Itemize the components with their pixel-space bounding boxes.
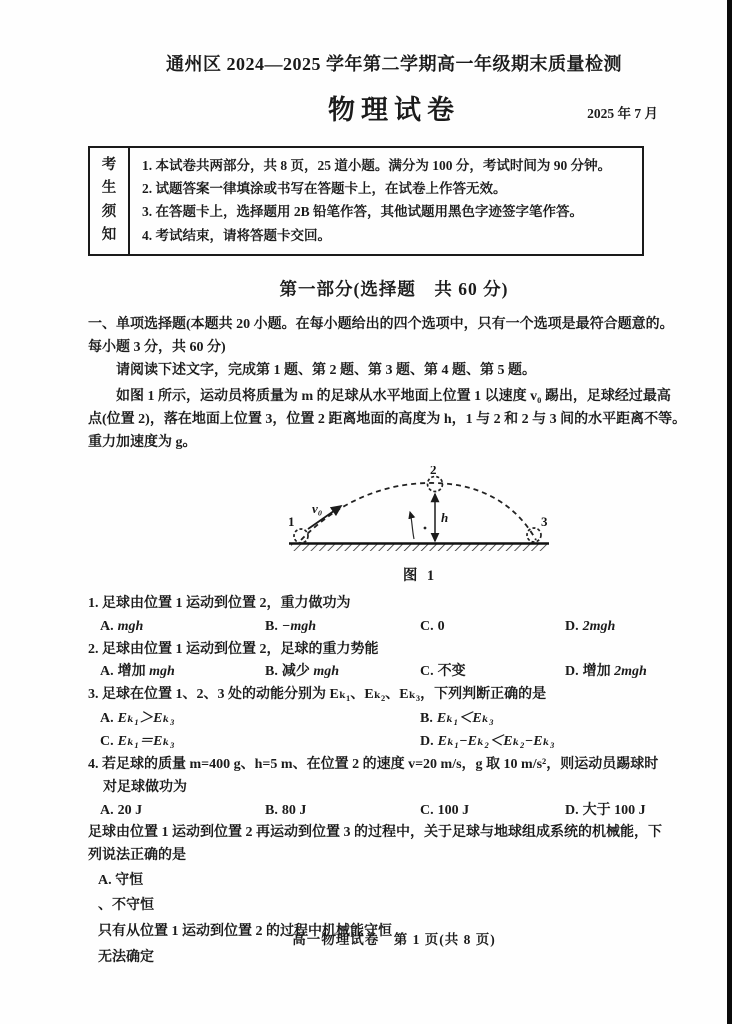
notice-item: 2. 试题答案一律填涂或书写在答题卡上，在试卷上作答无效。 bbox=[142, 181, 507, 197]
ground-hatching bbox=[291, 544, 547, 551]
option-a: A. mgh bbox=[100, 618, 144, 634]
option-b: B. 80 J bbox=[265, 802, 307, 818]
question-5 bbox=[88, 822, 700, 971]
option-c: 只有从位置 1 运动到位置 2 的过程中机械能守恒 bbox=[98, 924, 392, 940]
passage-line2: 点(位置 2)，落在地面上位置 3，位置 2 距离地面的高度为 h，1 与 2 和 2 与 3 间的水平距离不等。 bbox=[88, 411, 687, 427]
passage bbox=[88, 385, 700, 455]
option-b: 、不守恒 bbox=[98, 898, 154, 914]
notice-item: 4. 考试结束，请将答题卡交回。 bbox=[142, 227, 331, 243]
part1-heading: 第一部分(选择题 共 60 分) bbox=[279, 278, 509, 299]
figure-1-trajectory-diagram bbox=[285, 466, 555, 558]
figure-1-caption: 图 1 bbox=[402, 568, 438, 585]
question-5-options bbox=[88, 868, 700, 972]
ink-dot bbox=[424, 527, 427, 530]
ball-position-1 bbox=[294, 529, 308, 543]
question-2-options bbox=[88, 661, 700, 684]
question-3 bbox=[88, 684, 700, 754]
figure-label-position-1: 1 bbox=[288, 514, 295, 530]
option-b: B. 减少 mgh bbox=[265, 664, 340, 680]
option-c: C. Eₖ₁＝Eₖ₃ bbox=[100, 734, 175, 750]
scan-edge-strip bbox=[727, 0, 732, 1024]
notice-item: 1. 本试卷共两部分，共 8 页，25 道小题。满分为 100 分，考试时间为 90 分钟。 bbox=[142, 158, 612, 173]
figure-label-h: h bbox=[441, 510, 449, 526]
page-header bbox=[88, 0, 700, 126]
ball-position-3 bbox=[527, 528, 541, 542]
questions-section bbox=[88, 593, 700, 971]
question-4-stem-line2: 对足球做功为 bbox=[103, 779, 187, 795]
option-c: C. 不变 bbox=[420, 664, 466, 680]
figure-1 bbox=[285, 466, 555, 585]
exam-date: 2025 年 7 月 bbox=[587, 106, 658, 121]
trajectory-dashed-path bbox=[301, 483, 536, 540]
option-b: B. −mgh bbox=[265, 618, 317, 634]
option-c: C. 0 bbox=[420, 618, 445, 634]
question-4-stem-line1: 4. 若足球的质量 m=400 g、h=5 m、在位置 2 的速度 v=20 m/s，g 取 10 m/s²，则运动员踢球时 bbox=[88, 757, 659, 773]
option-d: 无法确定 bbox=[98, 950, 154, 966]
option-a: A. Eₖ₁＞Eₖ₃ bbox=[100, 710, 175, 726]
passage-line3: 重力加速度为 g。 bbox=[88, 435, 197, 451]
question-4 bbox=[88, 754, 700, 822]
option-b: B. Eₖ₁＜Eₖ₃ bbox=[420, 710, 494, 726]
read-instruction: 请阅读下述文字，完成第 1 题、第 2 题、第 3 题、第 4 题、第 5 题。 bbox=[116, 363, 536, 379]
subject-title: 物理试卷 bbox=[328, 95, 460, 125]
figure-label-position-2: 2 bbox=[430, 466, 437, 478]
notice-label-cell bbox=[90, 148, 130, 254]
notice-item: 3. 在答题卡上，选择题用 2B 铅笔作答，其他试题用黑色字迹签字笔作答。 bbox=[142, 204, 584, 220]
subject-row bbox=[88, 88, 700, 126]
option-d: D. 2mgh bbox=[565, 618, 616, 634]
option-d: D. 大于 100 J bbox=[565, 802, 646, 818]
question-1-stem: 1. 足球由位置 1 运动到位置 2，重力做功为 bbox=[88, 596, 351, 612]
small-up-arrow bbox=[410, 512, 414, 539]
option-a: A. 增加 mgh bbox=[100, 664, 175, 680]
option-d: D. 增加 2mgh bbox=[565, 664, 647, 680]
type-intro-line1: 一、单项选择题(本题共 20 小题。在每小题给出的四个选项中，只有一个选项是最符合题意的。 bbox=[88, 316, 674, 332]
figure-label-v0: v₀ bbox=[312, 501, 323, 517]
question-2-stem: 2. 足球由位置 1 运动到位置 2，足球的重力势能 bbox=[88, 641, 379, 657]
question-3-options bbox=[88, 707, 700, 755]
passage-line1: 如图 1 所示，运动员将质量为 m 的足球从水平地面上位置 1 以速度 v₀ 踢出，足球经过最高 bbox=[116, 388, 671, 404]
question-1 bbox=[88, 593, 700, 638]
notice-label: 考生须知 bbox=[101, 156, 117, 244]
question-4-options bbox=[88, 800, 700, 823]
option-a: A. 20 J bbox=[100, 802, 143, 818]
question-5-stem-line2: 列说法正确的是 bbox=[88, 847, 186, 863]
exam-title: 通州区 2024—2025 学年第二学期高一年级期末质量检测 bbox=[166, 54, 622, 74]
question-type-intro bbox=[88, 313, 700, 383]
question-2 bbox=[88, 639, 700, 684]
candidate-notice-box bbox=[88, 146, 644, 256]
option-a: A. 守恒 bbox=[98, 872, 144, 888]
option-d: D. Eₖ₁−Eₖ₂＜Eₖ₂−Eₖ₃ bbox=[420, 734, 555, 750]
question-5-stem-line1: 足球由位置 1 运动到位置 2 再运动到位置 3 的过程中，关于足球与地球组成系统的机械能，下 bbox=[88, 825, 662, 841]
type-intro-line2: 每小题 3 分，共 60 分) bbox=[88, 340, 226, 356]
page-footer: 高一物理试卷 第 1 页(共 8 页) bbox=[292, 932, 496, 947]
option-c: C. 100 J bbox=[420, 802, 470, 818]
question-3-stem: 3. 足球在位置 1、2、3 处的动能分别为 Eₖ₁、Eₖ₂、Eₖ₃，下列判断正确的是 bbox=[88, 686, 547, 702]
figure-label-position-3: 3 bbox=[541, 514, 548, 530]
notice-items bbox=[130, 148, 621, 254]
question-1-options bbox=[88, 616, 700, 639]
